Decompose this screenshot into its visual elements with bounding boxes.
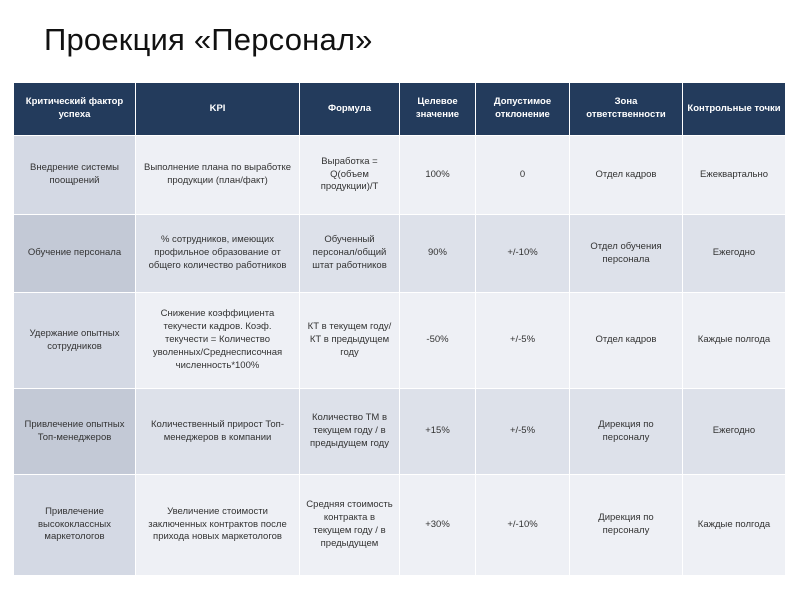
cell-allowed-deviation: +/-10%: [476, 215, 570, 293]
cell-allowed-deviation: +/-10%: [476, 475, 570, 576]
cell-checkpoints: Ежегодно: [683, 389, 786, 475]
cell-allowed-deviation: +/-5%: [476, 293, 570, 389]
table-row: [14, 293, 786, 389]
cell-checkpoints: Каждые полгода: [683, 475, 786, 576]
header-checkpoints: Контрольные точки: [683, 83, 786, 136]
cell-responsibility: Отдел кадров: [570, 293, 683, 389]
header-responsibility: Зона ответственности: [570, 83, 683, 136]
cell-formula: Обученный персонал/общий штат работников: [300, 215, 400, 293]
header-critical-factor: Критический фактор успеха: [14, 83, 136, 136]
cell-checkpoints: Каждые полгода: [683, 293, 786, 389]
cell-critical-factor: Внедрение системы поощрений: [14, 136, 136, 215]
cell-target-value: 100%: [400, 136, 476, 215]
header-kpi: KPI: [136, 83, 300, 136]
header-target-value: Целевое значение: [400, 83, 476, 136]
cell-kpi: Увеличение стоимости заключенных контрактов после прихода новых маркетологов: [136, 475, 300, 576]
table-row: [14, 136, 786, 215]
cell-critical-factor: Удержание опытных сотрудников: [14, 293, 136, 389]
table-row: [14, 389, 786, 475]
cell-responsibility: Отдел обучения персонала: [570, 215, 683, 293]
cell-checkpoints: Ежеквартально: [683, 136, 786, 215]
cell-critical-factor: Привлечение опытных Топ-менеджеров: [14, 389, 136, 475]
cell-critical-factor: Привлечение высококлассных маркетологов: [14, 475, 136, 576]
cell-responsibility: Дирекция по персоналу: [570, 389, 683, 475]
cell-formula: КТ в текущем году/КТ в предыдущем году: [300, 293, 400, 389]
cell-allowed-deviation: +/-5%: [476, 389, 570, 475]
cell-checkpoints: Ежегодно: [683, 215, 786, 293]
cell-kpi: % сотрудников, имеющих профильное образование от общего количество работников: [136, 215, 300, 293]
cell-formula: Средняя стоимость контракта в текущем году / в предыдущем: [300, 475, 400, 576]
header-formula: Формула: [300, 83, 400, 136]
table-row: [14, 215, 786, 293]
cell-allowed-deviation: 0: [476, 136, 570, 215]
cell-responsibility: Дирекция по персоналу: [570, 475, 683, 576]
cell-formula: Количество ТМ в текущем году / в предыдущем году: [300, 389, 400, 475]
cell-target-value: -50%: [400, 293, 476, 389]
table-header-row: [14, 83, 786, 136]
cell-target-value: +15%: [400, 389, 476, 475]
cell-kpi: Снижение коэффициента текучести кадров. Коэф. текучести = Количество уволенных/Среднесписочная численность*100%: [136, 293, 300, 389]
cell-formula: Выработка = Q(объем продукции)/T: [300, 136, 400, 215]
table-row: [14, 475, 786, 576]
cell-target-value: 90%: [400, 215, 476, 293]
header-allowed-deviation: Допустимое отклонение: [476, 83, 570, 136]
cell-critical-factor: Обучение персонала: [14, 215, 136, 293]
page-title: Проекция «Персонал»: [44, 22, 373, 57]
kpi-table: [13, 82, 786, 576]
cell-kpi: Выполнение плана по выработке продукции (план/факт): [136, 136, 300, 215]
cell-responsibility: Отдел кадров: [570, 136, 683, 215]
cell-target-value: +30%: [400, 475, 476, 576]
cell-kpi: Количественный прирост Топ-менеджеров в компании: [136, 389, 300, 475]
